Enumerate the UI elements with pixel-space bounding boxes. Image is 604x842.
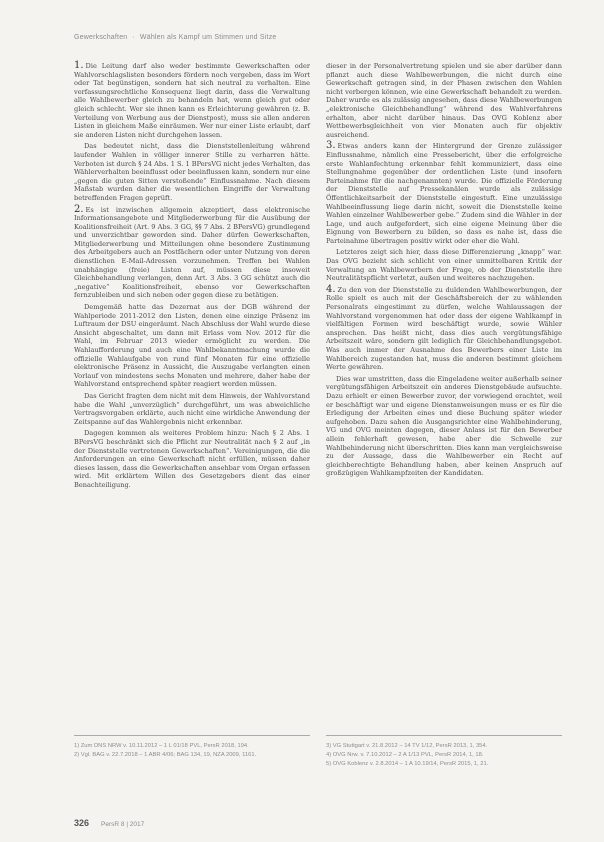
footnotes-left — [74, 735, 310, 760]
right-column — [326, 62, 562, 481]
section-number: 1. — [74, 60, 84, 71]
paragraph — [74, 62, 310, 139]
footnote: 5) OVG Koblenz v. 2.8.2014 – 1 A 10.19/14, PersR 2015, 1, 21. — [326, 761, 489, 767]
page-footer — [74, 813, 144, 831]
paragraph: dieser in der Personalvertretung spielen und sie aber darüber dann pflanzt auch diese Wahlbewerbungen, die nicht durch eine Gewerkschaft getragen sind, in der Phasen zwischen den Wahlen nicht verbergen können, wie eine Gewerkschaft behandelt zu werden. Daher wurde es als zulässig angesehen, dass diese Wahlbewerbungen „elektronische Gleichbehandlung“ während des Wahlverfahrens erhalten, aber nicht darüber hinaus. Das OVG Koblenz aber Wettbewerbsgleichheit von vier Monaten auch für objektiv ausreichend. — [326, 62, 562, 139]
paragraph: Dagegen kommen als weiteres Problem hinzu: Nach § 2 Abs. 1 BPersVG beschränkt sich die Pflicht zur Neutralität nach § 2 auf „in der Dienststelle vertretenen Gewerkschaften“. Vereinigungen, die die Anforderungen an eine Gewerkschaft nicht erfüllen, müssen daher dieses lassen, dass die Gewerkschaften ansehbar vom Organ erfassen wird. Mit erklärtem Willen des Gesetzgebers dient das einer Benachteiligung. — [74, 429, 310, 489]
footnote: 1) Zum DNS NRW v. 10.11.2012 – 1 L 01/18 PVL, PersR 2018, 194. — [74, 743, 249, 749]
paragraph: Letzteres zeigt sich hier, dass diese Differenzierung „knapp“ war. Das OVG bezieht sich schlicht von einer unmittelbaren Kritik der Verwaltung an Wahlbewerbern der Frage, ob der Dienststelle ihre Neutralitätspflicht verletzt, außen und weiteres nachzugehen. — [326, 248, 562, 283]
paragraph: Das bedeutet nicht, dass die Dienststellenleitung während laufender Wahlen in völliger innerer Stille zu verharren hätte. Verboten ist durch § 24 Abs. 1 S. 1 BPersVG nicht jedes Verhalten, das Wählerverhalten beeinflusst oder beeinflussen kann, sondern nur eine „gegen die guten Sitten verstoßende“ Einflussnahme. Nach diesem Maßstab wurden daher die wesentlichen Eingriffe der Verwaltung betreffenden Fragen geprüft. — [74, 142, 310, 202]
footnote: 4) OVG Nrw. v. 7.10.2012 – 2 A 1/13 PVL, PersR 2014, 1, 18. — [326, 752, 484, 758]
paragraph-text: Zu den von der Dienststelle zu duldenden Wahlbewerbungen, der Rolle spielt es auch mit der Geschäftsbereich der zu wählenden Personalrats eingestimmt zu dürfen, welche Wahlaussagen der Wahlvorstand vorgenommen hat oder dass der eigene Wahlkampf in vielfältigen Formen wird beschäftigt wurde, sowie Wähler ansprechen. Das heißt nicht, dass dies auch vergütungsfähige Arbeitszeit wäre, sondern gilt lediglich für Gleichbehandlungsgebot. Was auch immer der Ausnahme des Bewerbers einer Liste im Wahlbereich zugestanden hat, muss die anderen bestimmt gleichem Werte gewähren. — [326, 285, 562, 372]
paragraph — [326, 142, 562, 245]
running-head-separator: · — [132, 34, 135, 41]
footnotes-right — [326, 735, 562, 769]
running-head — [74, 34, 277, 41]
section-number: 2. — [74, 203, 84, 215]
running-head-section: Gewerkschaften — [74, 34, 128, 41]
paragraph-text: Es ist inzwischen allgemein akzeptiert, dass elektronische Informationsangebote und Mitgliederwerbung für die Ausübung der Koalitionsfreiheit (Art. 9 Abs. 3 GG, §§ 7 Abs. 2 BPersVG) grundlegend und unverzichtbar geworden sind. Daher dürfen Gewerkschaften, Mitgliederwerbung und Mitteilungen ohne besondere Zustimmung des Arbeitgebers auch an Postfächern oder unter Nutzung von deren dienstlichen E-Mail-Adressen vorzunehmen. Treffen bei Wahlen unabhängige (freie) Listen auf, müssen diese insoweit Gleichbehandlung verlangen, denn Art. 3 Abs. 3 GG schützt auch die „negative“ Koalitionsfreiheit, ebenso vor Gewerkschaften fernzubleiben und sich neben oder gegen diese zu betätigen. — [74, 205, 310, 300]
footnote: 2) Vgl. BAG v. 22.7.2018 – 1 ABR 4/06; BAG 134, 19, NZA 2009, 1161. — [74, 752, 257, 758]
section-number: 3. — [326, 140, 336, 152]
section-number: 4. — [326, 283, 336, 295]
journal-issue: PersR 8 | 2017 — [101, 821, 145, 828]
paragraph: Dies war umstritten, dass die Eingeladene weiter außerhalb seiner vergütungsfähigen Arbeitszeit ein anderes Dienstgebäude aufsuchte. Dazu erhielt er einen Bewerber zuvor, der vorwiegend erachtet, weil er beschäftigt war und eigene Dienstanweisungen muss er es für die Erledigung der Arbeiten eines und diese Buchung später wieder aufgehoben. Dazu sahen die Ausgangsrichter eine Wahlbehinderung, VG und OVG meinten dagegen, dieser Anlass ist für den Bewerber allein fehlerhaft gewesen, habe aber die Schwelle zur Wahlbehinderung nicht überschritten. Dies kann man vergleichsweise zu der Aussage, dass die Wahlbewerber ein Recht auf gleichberechtigte Behandlung haben, aber keinen Anspruch auf großzügigen Wahlkampfzeiten der Kandidaten. — [326, 374, 562, 478]
paragraph — [74, 203, 310, 301]
running-head-title: Wählen als Kampf um Stimmen und Sitze — [139, 34, 277, 41]
footnote: 3) VG Stuttgart v. 21.8.2012 – 14 TV 1/12, PersR 2013, 1, 354. — [326, 743, 488, 749]
paragraph: Das Gericht fragten dem nicht mit dem Hinweis, der Wahlvorstand habe die Wahl „unverzüglich“ durchgeführt, um was abweichliche Vertragsvorgaben erklärte, auch nicht eine wirkliche Anwendung der Zeitspanne auf das Wahlergebnis nicht erkennbar. — [74, 391, 310, 426]
paragraph: Demgemäß hatte das Dezernat aus der DGB während der Wahlperiode 2011-2012 den Listen, denen eine einzige Präsenz im Luftraum der DSU eingeräumt. Nach Abschluss der Wahl wurde diese Ansicht abgeschaltet, um dann mit Erlass vom Nov. 2012 für die Wahl, im Februar 2013 wieder ermöglicht zu werden. Die Wahlaufforderung und auch eine Wahlbekanntmachung wurde die offizielle Wahlaufgabe von rund fünf Monaten für eine offizielle elektronische Präsenz in Aussicht, die Auszugabe verlangten einen Vorlauf von mindestens sechs Monaten und mehrere, daher habe der Wahlvorstand entsprechend später reagiert werden müssen. — [74, 303, 310, 389]
paragraph-text: Etwas anders kann der Hintergrund der Grenze zulässiger Einflussnahme, nämlich eine Pressebericht, über die erfolgreiche erste Wahlanfechtung erkennbar fehlt kommuniziert, dass eine Stellungnahme gegenüber der ordentlichen Liste (und insofern Parteinahme für die nachgenannten) wurde. Die offizielle Förderung der Dienststelle auf Pressekanälen wurde als zulässige Öffentlichkeitsarbeit der Dienststelle eingestuft. Eine unzulässige Wahlbeeinflussung liege darin nicht, soweit die Dienststelle keine Wahlen einzelner Wahlbewerber gebe.“ Zudem sind die Wähler in der Lage, und auch aufgefordert, sich eine eigene Meinung über die Eignung von Bewerbern zu bilden, so dass es nahe ist, dass die Parteinahme übertragen positiv wirkt oder eher die Wahl. — [326, 142, 562, 245]
left-column — [74, 62, 310, 493]
paragraph-text: Die Leitung darf also weder bestimmte Gewerkschaften oder Wahlvorschlagslisten besonders fördern noch vergeben, dass im Wort oder Tat begünstigen, sondern hat sich neutral zu verhalten. Eine verfassungsrechtliche Konsequenz liegt darin, dass die Verwaltung alle Wahlbewerber gleich zu behandeln hat, wenn gleich gut oder gleich schlecht. Wer sie ihnen kann es Erleichterung gewähren (z. B. Verteilung von Werbung aus der Dienstpost), muss sie allen anderen Listen in gleichem Maße einräumen. Wer nur einer Liste erlaubt, darf sie anderen Listen nicht durchgehen lassen. — [74, 62, 310, 139]
paragraph — [326, 283, 562, 372]
page-number: 326 — [74, 818, 90, 828]
